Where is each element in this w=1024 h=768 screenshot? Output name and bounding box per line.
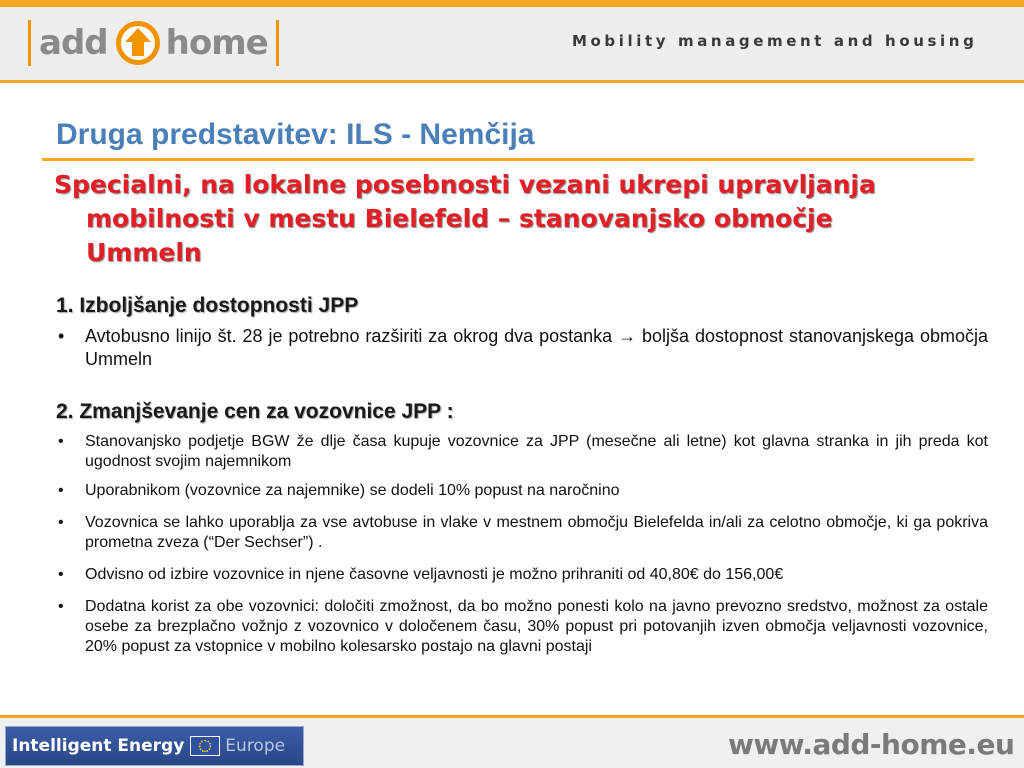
website-url[interactable]: www.add-home.eu <box>728 728 1015 761</box>
bullet-icon: • <box>58 566 64 583</box>
list-item <box>56 597 988 657</box>
list-item-text: Avtobusno linijo št. 28 je potrebno razširiti za okrog dva postanka → boljša dostopnost stanovanjskega območja Ummeln <box>85 326 988 369</box>
list-item-text: Vozovnica se lahko uporablja za vse avtobuse in vlake v mestnem območju Bielefelda in/ali za celotno območje, ki ga pokriva prometna zveza (“Der Sechser”) . <box>85 514 988 551</box>
add-home-logo <box>28 17 279 69</box>
header-divider <box>0 80 1024 83</box>
header-top-stripe <box>0 0 1024 7</box>
list-item <box>56 481 988 501</box>
eu-flag-icon <box>190 736 220 756</box>
list-item <box>56 565 988 585</box>
logo-bar-left <box>28 20 31 66</box>
list-item <box>56 513 988 553</box>
bullet-icon: • <box>58 326 65 346</box>
slide-title: Druga predstavitev: ILS - Nemčija <box>56 118 535 151</box>
house-arrow-icon <box>114 19 162 67</box>
logo-bar-right <box>276 20 279 66</box>
logo-word-add: add <box>39 23 108 63</box>
bullet-icon: • <box>58 482 64 499</box>
logo-word-home: home <box>165 23 268 63</box>
section-heading-1: 1. Izboljšanje dostopnosti JPP <box>56 294 359 317</box>
list-item <box>56 432 988 472</box>
eu-logo-text: Europe <box>225 736 286 756</box>
bullet-icon: • <box>58 433 64 450</box>
section-heading-2: 2. Zmanjševanje cen za vozovnice JPP : <box>56 400 454 423</box>
section-2-list <box>56 432 988 666</box>
intelligent-energy-europe-logo <box>5 726 304 766</box>
slide-heading: Specialni, na lokalne posebnosti vezani ukrepi upravljanja mobilnosti v mestu Bielefeld – stanovanjsko območje Ummeln <box>54 170 876 267</box>
list-item-text: Odvisno od izbire vozovnice in njene časovne veljavnosti je možno prihraniti od 40,80€ do 156,00€ <box>85 566 784 583</box>
list-item-text: Dodatna korist za obe vozovnici: določiti zmožnost, da bo možno ponesti kolo na javno prevozno sredstvo, možnost za ostale osebe za brezplačno vožnjo z vozovnico v določenem času, 30% popust pri potovanjih izven območja veljavnosti vozovnice, 20% popust za vstopnice v mobilno kolesarsko postajo na glavni postaji <box>85 598 988 655</box>
title-underline <box>42 158 974 161</box>
ie-logo-text: Intelligent Energy <box>12 736 185 756</box>
bullet-icon: • <box>58 514 64 531</box>
section-1-list <box>56 325 988 371</box>
bullet-icon: • <box>58 598 64 615</box>
list-item-text: Uporabnikom (vozovnice za najemnike) se dodeli 10% popust na naročnino <box>85 482 620 499</box>
list-item <box>56 325 988 371</box>
list-item-text: Stanovanjsko podjetje BGW že dlje časa kupuje vozovnice za JPP (mesečne ali letne) kot glavna stranka in jih preda kot ugodnost svojim najemnikom <box>85 433 988 470</box>
header-tagline: Mobility management and housing <box>572 32 978 50</box>
